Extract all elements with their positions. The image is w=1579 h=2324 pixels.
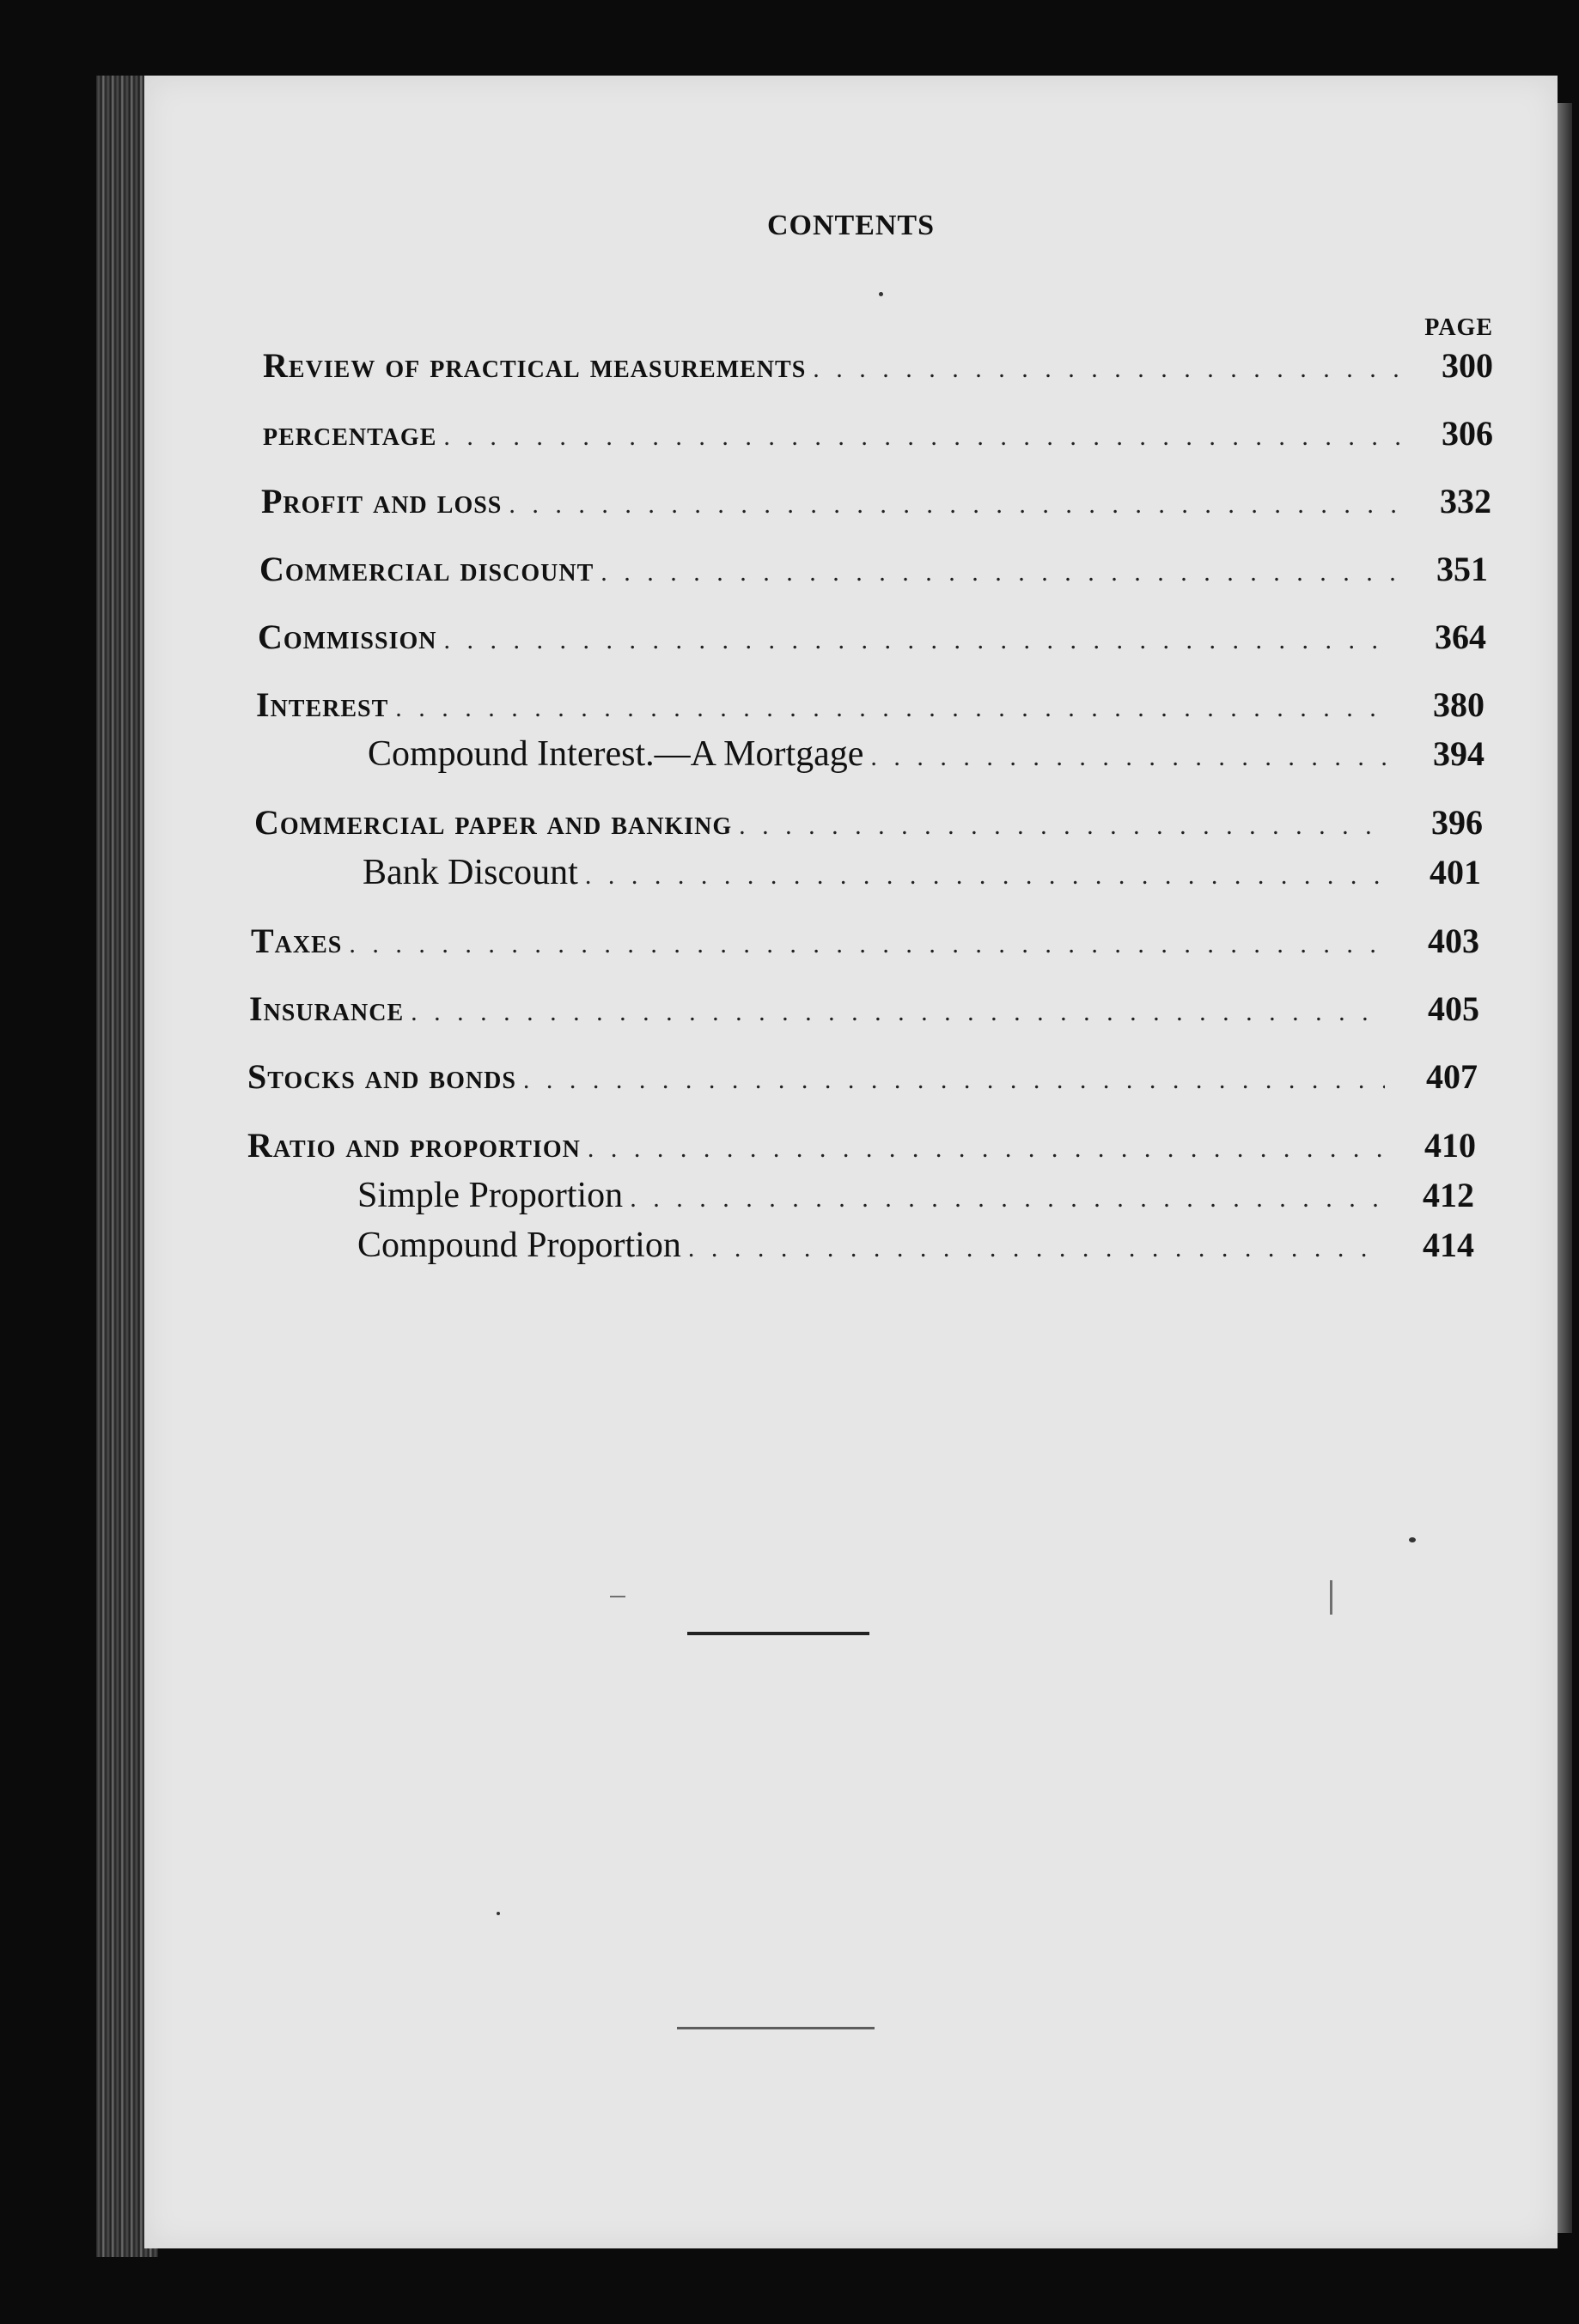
toc-entry	[261, 481, 1491, 529]
leader-dots	[349, 930, 1387, 959]
toc-entry-label: Ratio and proportion	[247, 1126, 581, 1165]
leader-dots	[630, 1184, 1381, 1214]
toc-entry-page: 403	[1428, 922, 1479, 960]
leader-dots	[443, 626, 1393, 655]
leader-dots	[411, 998, 1387, 1027]
toc-subentry	[357, 1225, 1474, 1273]
toc-entry	[258, 617, 1486, 665]
toc-entry-page: 407	[1426, 1057, 1478, 1096]
toc-entry-label: Commission	[258, 618, 437, 656]
toc-entry-page: 300	[1442, 346, 1493, 385]
toc-entry-label: Insurance	[249, 989, 405, 1028]
toc-subentry	[368, 733, 1485, 782]
toc-entry	[251, 921, 1479, 969]
toc-entry-label: Commercial discount	[259, 550, 594, 588]
leader-dots	[588, 1135, 1383, 1164]
toc-entry	[254, 802, 1483, 850]
toc-entry	[259, 549, 1488, 597]
toc-entry-page: 332	[1440, 482, 1491, 520]
toc-entry	[247, 1056, 1478, 1104]
toc-entry-label: Compound Proportion	[357, 1226, 681, 1265]
toc-entry-page: 410	[1424, 1126, 1476, 1165]
speck	[610, 1596, 625, 1597]
toc-entry-label: Interest	[256, 685, 389, 724]
leader-dots	[688, 1234, 1381, 1263]
toc-entry-label: Profit and loss	[261, 482, 503, 520]
toc-entry-label: percentage	[263, 414, 437, 453]
separator-rule	[677, 2027, 875, 2029]
toc-entry-page: 401	[1430, 853, 1481, 891]
toc-entry-label: Stocks and bonds	[247, 1057, 516, 1096]
toc-entry	[263, 345, 1493, 393]
toc-entry-label: Commercial paper and banking	[254, 803, 733, 842]
leader-dots	[585, 861, 1388, 891]
leader-dots	[395, 694, 1392, 723]
toc-entry-label: Compound Interest.—A Mortgage	[368, 734, 864, 774]
toc-entry	[256, 684, 1485, 733]
leader-dots	[523, 1066, 1385, 1095]
leader-dots	[509, 490, 1399, 520]
toc-entry-page: 351	[1436, 550, 1488, 588]
toc-entry-label: Taxes	[251, 922, 343, 960]
toc-entry-page: 380	[1433, 685, 1485, 724]
toc-entry-page: 405	[1428, 989, 1479, 1028]
toc-entry-label: Review of practical measurements	[263, 346, 807, 385]
leader-dots	[601, 558, 1395, 587]
leader-dots	[739, 812, 1390, 841]
toc-entry-label: Simple Proportion	[357, 1176, 624, 1215]
leader-dots	[870, 743, 1392, 772]
toc-entry	[247, 1125, 1476, 1173]
toc-entry	[263, 413, 1493, 461]
toc-entry-label: Bank Discount	[363, 853, 578, 892]
speck	[1409, 1537, 1416, 1542]
toc-entry	[249, 989, 1479, 1037]
toc-subentry	[363, 852, 1481, 900]
leader-dots	[813, 355, 1400, 384]
speck	[497, 1912, 500, 1915]
toc-subentry	[357, 1175, 1474, 1223]
toc-entry-page: 394	[1433, 734, 1485, 773]
toc-entry-page: 414	[1423, 1226, 1474, 1264]
toc-entry-page: 412	[1423, 1176, 1474, 1214]
page-title: CONTENTS	[766, 210, 936, 241]
speck	[879, 292, 883, 296]
book-page	[144, 76, 1558, 2248]
speck	[1330, 1580, 1332, 1615]
toc-entry-page: 396	[1431, 803, 1483, 842]
toc-entry-page: 306	[1442, 414, 1493, 453]
toc-entry-page: 364	[1435, 618, 1486, 656]
page-column-label: PAGE	[1424, 314, 1493, 341]
separator-rule	[687, 1632, 869, 1635]
leader-dots	[443, 423, 1400, 452]
